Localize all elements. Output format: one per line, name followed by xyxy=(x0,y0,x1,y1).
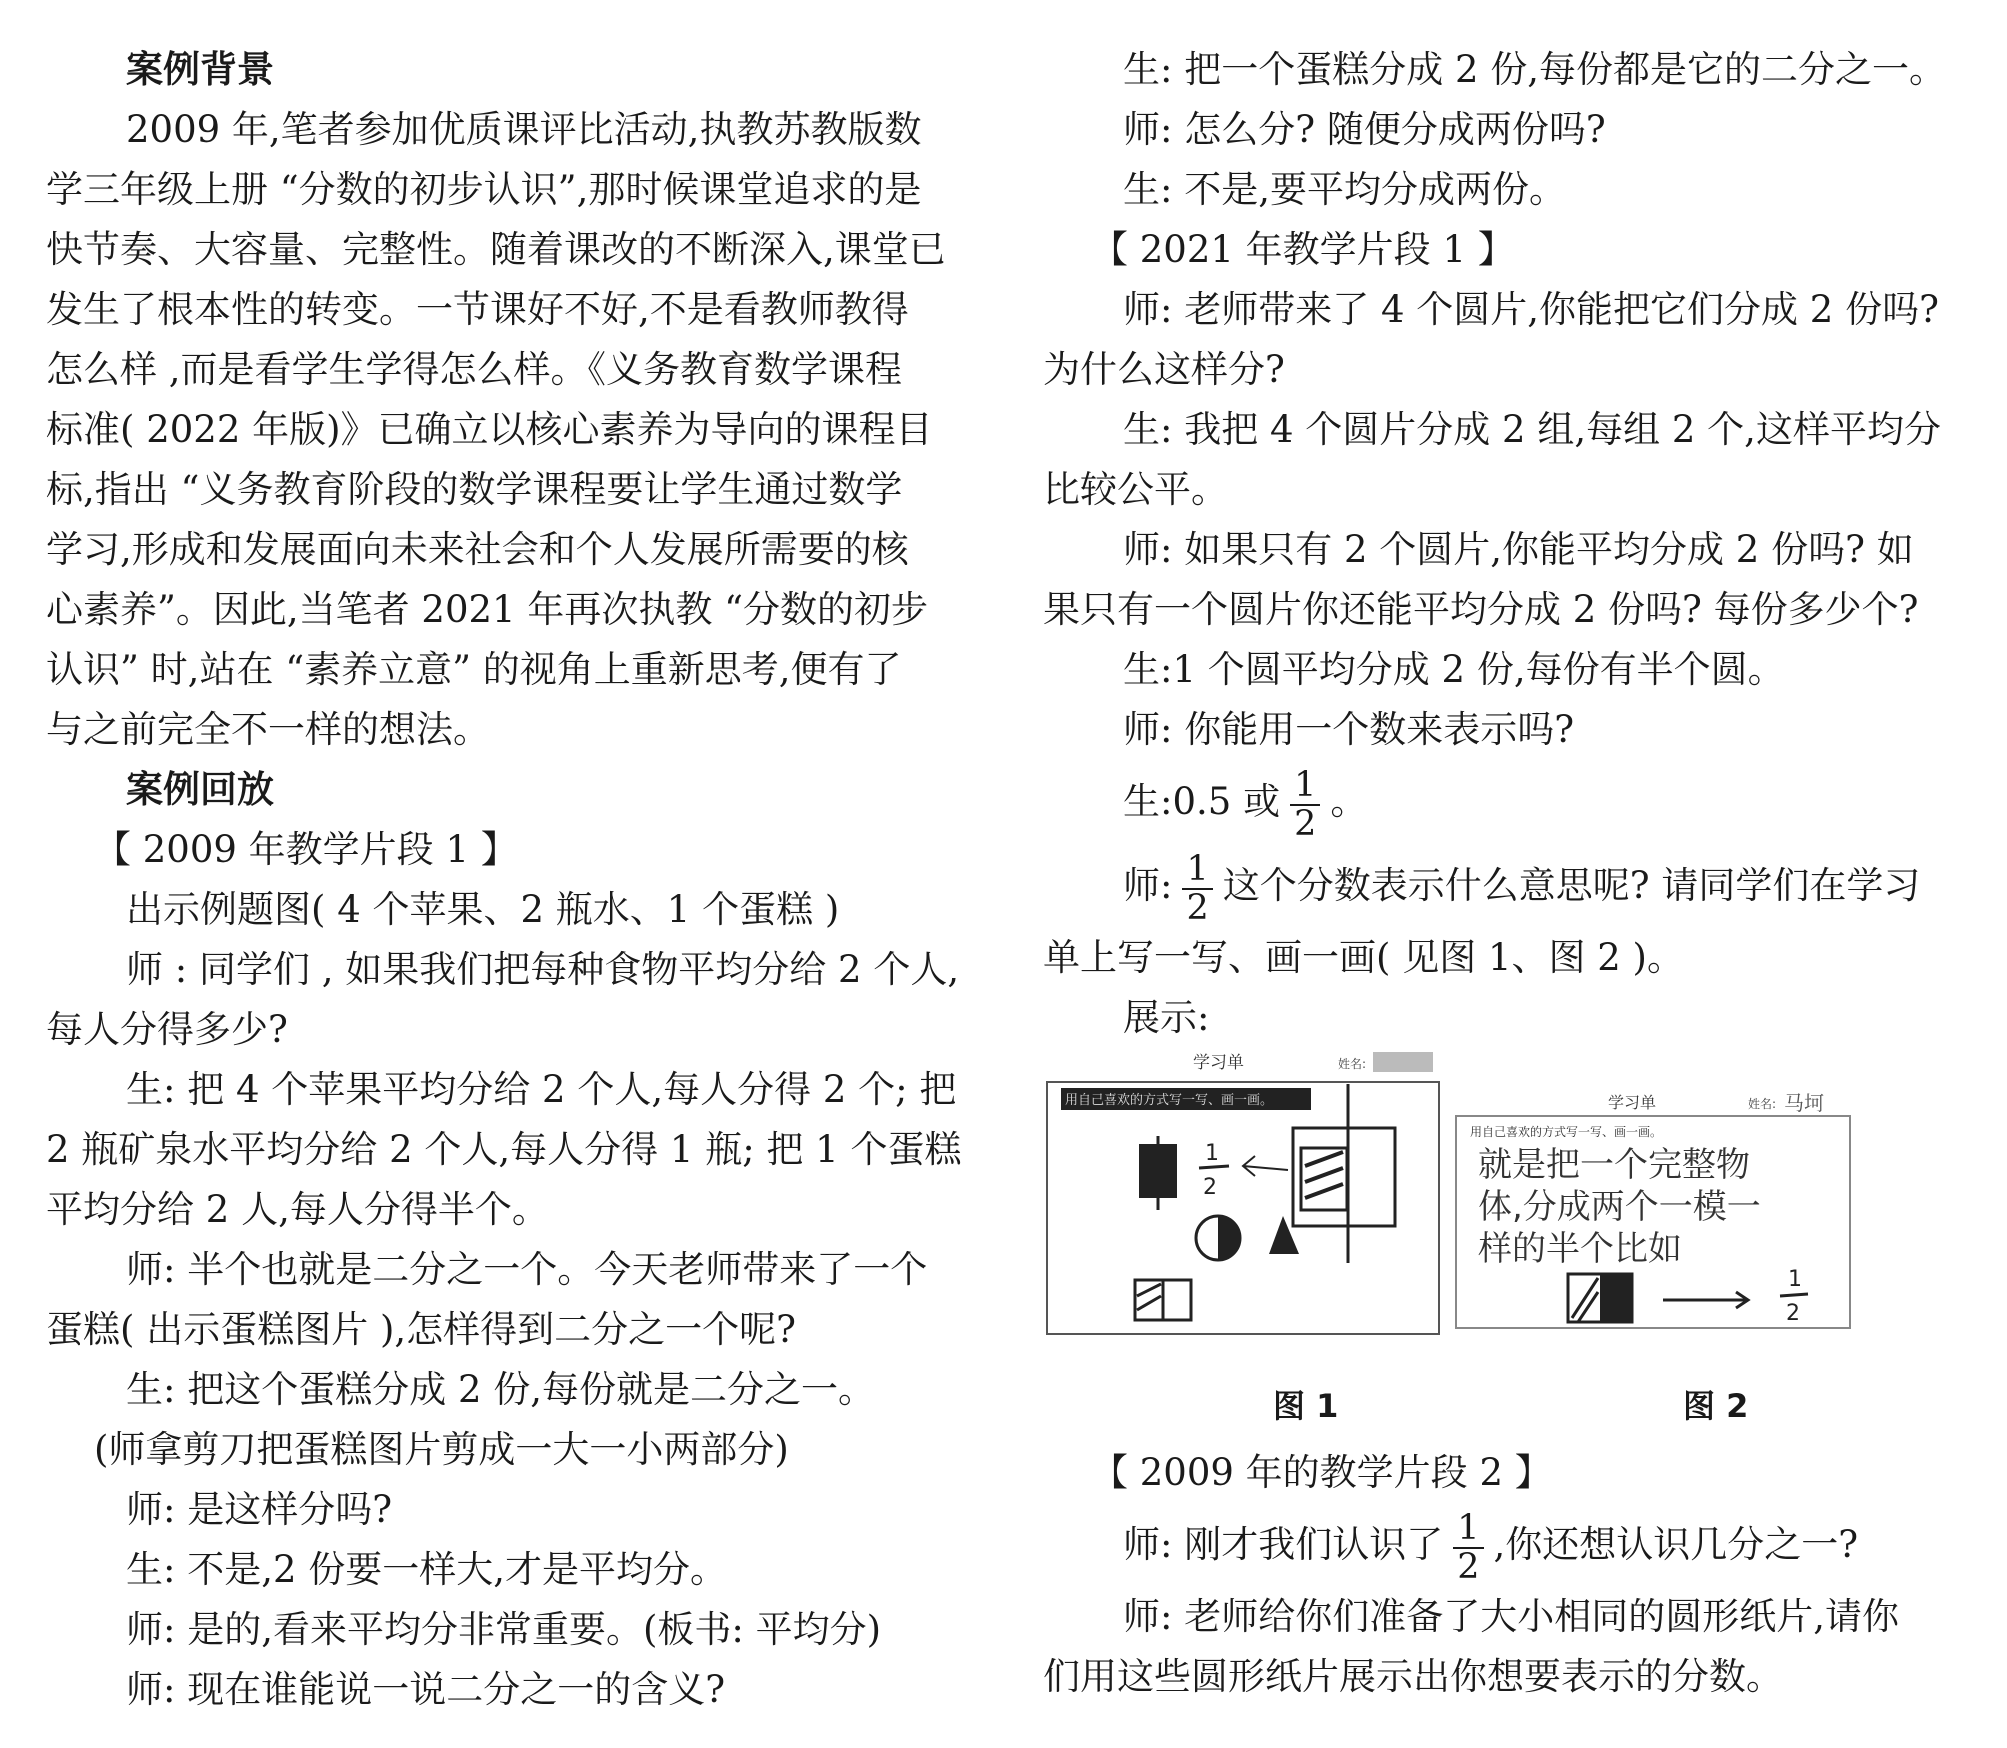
fraction-denominator: 2 xyxy=(1186,887,1209,928)
handwriting-line-2: 体,分成两个一模一 xyxy=(1478,1187,1761,1227)
fraction-line-2-after: 这个分数表示什么意思呢? 请同学们在学习 xyxy=(1222,864,1921,907)
fraction-numerator: 1 xyxy=(1290,767,1320,806)
fraction-line-1 xyxy=(1043,760,1981,844)
text-line: 怎么样 ,而是看学生学得怎么样。《义务教育数学课程 xyxy=(46,348,903,391)
text-line: 蛋糕( 出示蛋糕图片 ),怎样得到二分之一个呢? xyxy=(46,1308,796,1351)
text-line: 师: 半个也就是二分之一个。今天老师带来了一个 xyxy=(126,1248,928,1291)
fraction-line-2 xyxy=(1043,844,1981,928)
text-line: 出示例题图( 4 个苹果、2 瓶水、1 个蛋糕 ) xyxy=(126,888,840,931)
text-line: 师: 如果只有 2 个圆片,你能平均分成 2 份吗? 如 xyxy=(1123,528,1914,571)
text-line: 每人分得多少? xyxy=(46,1008,288,1051)
handwritten-denominator: 2 xyxy=(1786,1301,1801,1326)
worksheet-instruction: 用自己喜欢的方式写一写、画一画。 xyxy=(1065,1093,1274,1108)
fraction-line-1-before: 生:0.5 或 xyxy=(1123,780,1281,823)
arrow-icon xyxy=(1663,1292,1748,1308)
fraction-one-half-3 xyxy=(1453,1507,1483,1587)
section-heading: 案例回放 xyxy=(126,768,274,811)
figure-1-worksheet xyxy=(1043,1048,1443,1338)
text-line: 比较公平。 xyxy=(1043,468,1228,511)
worksheet-name-label: 姓名: xyxy=(1338,1057,1367,1071)
handwritten-numerator: 1 xyxy=(1205,1141,1219,1166)
text-line: 发生了根本性的转变。一节课好不好,不是看教师教得 xyxy=(46,288,909,331)
text-line: 师: 老师给你们准备了大小相同的圆形纸片,请你 xyxy=(1123,1595,1899,1638)
text-line: 【 2021 年教学片段 1 】 xyxy=(1091,228,1515,271)
text-line: 生: 我把 4 个圆片分成 2 组,每组 2 个,这样平均分 xyxy=(1123,408,1941,451)
fraction-denominator: 2 xyxy=(1457,1546,1480,1587)
worksheet-instruction: 用自己喜欢的方式写一写、画一画。 xyxy=(1470,1125,1663,1139)
text-line: 生: 把 4 个苹果平均分给 2 个人,每人分得 2 个; 把 xyxy=(126,1068,957,1111)
fraction-numerator: 1 xyxy=(1453,1510,1483,1549)
text-line: 师 : 同学们 , 如果我们把每种食物平均分给 2 个人, xyxy=(126,948,960,991)
text-line: 生:1 个圆平均分成 2 份,每份有半个圆。 xyxy=(1123,648,1785,691)
fraction-line-3-before: 师: 刚才我们认识了 xyxy=(1123,1523,1444,1566)
text-line: 生: 不是,2 份要一样大,才是平均分。 xyxy=(126,1548,728,1591)
text-line: 们用这些圆形纸片展示出你想要表示的分数。 xyxy=(1043,1655,1783,1698)
fraction-line-3 xyxy=(1043,1503,1981,1587)
handwriting-line-1: 就是把一个完整物 xyxy=(1478,1145,1751,1185)
student-name: 马坷 xyxy=(1784,1091,1825,1115)
text-line: 展示: xyxy=(1123,996,1210,1039)
handwritten-numerator: 1 xyxy=(1788,1267,1803,1292)
text-line: 师: 怎么分? 随便分成两份吗? xyxy=(1123,108,1606,151)
text-line: 学三年级上册 “分数的初步认识”,那时候课堂追求的是 xyxy=(46,168,922,211)
text-line: 心素养”。因此,当笔者 2021 年再次执教 “分数的初步 xyxy=(46,588,929,631)
text-line: 认识” 时,站在 “素养立意” 的视角上重新思考,便有了 xyxy=(46,648,902,691)
handwriting-line-3: 样的半个比如 xyxy=(1478,1229,1683,1269)
text-line: 师: 是这样分吗? xyxy=(126,1488,393,1531)
worksheet-title: 学习单 xyxy=(1193,1053,1244,1073)
fraction-numerator: 1 xyxy=(1182,851,1212,890)
fraction-denominator: 2 xyxy=(1294,803,1317,844)
fraction-one-half-2 xyxy=(1182,848,1212,928)
right-middle-paragraphs xyxy=(1043,928,1981,1048)
text-line: 快节奏、大容量、完整性。随着课改的不断深入,课堂已 xyxy=(46,228,946,271)
text-line: 学习,形成和发展面向未来社会和个人发展所需要的核 xyxy=(46,528,909,571)
text-line: 师: 是的,看来平均分非常重要。(板书: 平均分) xyxy=(126,1608,882,1651)
text-line: 【 2009 年的教学片段 2 】 xyxy=(1091,1451,1552,1494)
text-line: 果只有一个圆片你还能平均分成 2 份吗? 每份多少个? xyxy=(1043,588,1919,631)
text-line: 平均分给 2 人,每人分得半个。 xyxy=(46,1188,549,1231)
fraction-line-3-after: ,你还想认识几分之一? xyxy=(1493,1523,1859,1566)
text-line: 2 瓶矿泉水平均分给 2 个人,每人分得 1 瓶; 把 1 个蛋糕 xyxy=(46,1128,962,1171)
text-line: 师: 老师带来了 4 个圆片,你能把它们分成 2 份吗? xyxy=(1123,288,1939,331)
text-line: 师: 你能用一个数来表示吗? xyxy=(1123,708,1575,751)
scribbled-name-block xyxy=(1373,1052,1433,1072)
text-line: 师: 现在谁能说一说二分之一的含义? xyxy=(126,1668,726,1711)
text-line: 标,指出 “义务教育阶段的数学课程要让学生通过数学 xyxy=(46,468,903,511)
text-line: 生: 把一个蛋糕分成 2 份,每份都是它的二分之一。 xyxy=(1123,48,1947,91)
text-line: (师拿剪刀把蛋糕图片剪成一大一小两部分) xyxy=(94,1428,789,1471)
text-line: 与之前完全不一样的想法。 xyxy=(46,708,490,751)
handwritten-denominator: 2 xyxy=(1203,1175,1217,1200)
figure-2-caption: 图 2 xyxy=(1683,1387,1749,1425)
fraction-line-1-after: 。 xyxy=(1330,780,1368,823)
right-top-paragraphs xyxy=(1043,40,1981,760)
figure-2-worksheet xyxy=(1448,1088,1858,1338)
fraction-line-2-before: 师: xyxy=(1123,864,1173,907)
figure-1-caption: 图 1 xyxy=(1273,1387,1339,1425)
text-line: 单上写一写、画一画( 见图 1、图 2 )。 xyxy=(1043,936,1684,979)
text-line: 【 2009 年教学片段 1 】 xyxy=(94,828,518,871)
right-bottom-paragraphs xyxy=(1043,1443,1981,1503)
left-column xyxy=(46,40,981,1720)
right-column xyxy=(1043,40,1981,1707)
fraction-one-half-1 xyxy=(1290,764,1320,844)
text-line: 生: 把这个蛋糕分成 2 份,每份就是二分之一。 xyxy=(126,1368,876,1411)
arrow-icon xyxy=(1243,1156,1288,1176)
figure-row xyxy=(1043,1048,1981,1443)
text-line: 标准( 2022 年版)》已确立以核心素养为导向的课程目 xyxy=(46,408,933,451)
text-line: 生: 不是,要平均分成两份。 xyxy=(1123,168,1566,211)
worksheet-title: 学习单 xyxy=(1608,1093,1657,1112)
worksheet-border xyxy=(1047,1082,1439,1334)
section-heading: 案例背景 xyxy=(126,48,274,91)
right-end-paragraphs xyxy=(1043,1587,1981,1707)
text-line: 为什么这样分? xyxy=(1043,348,1285,391)
text-line: 2009 年,笔者参加优质课评比活动,执教苏教版数 xyxy=(126,108,922,151)
worksheet-name-label: 姓名: xyxy=(1748,1097,1777,1111)
